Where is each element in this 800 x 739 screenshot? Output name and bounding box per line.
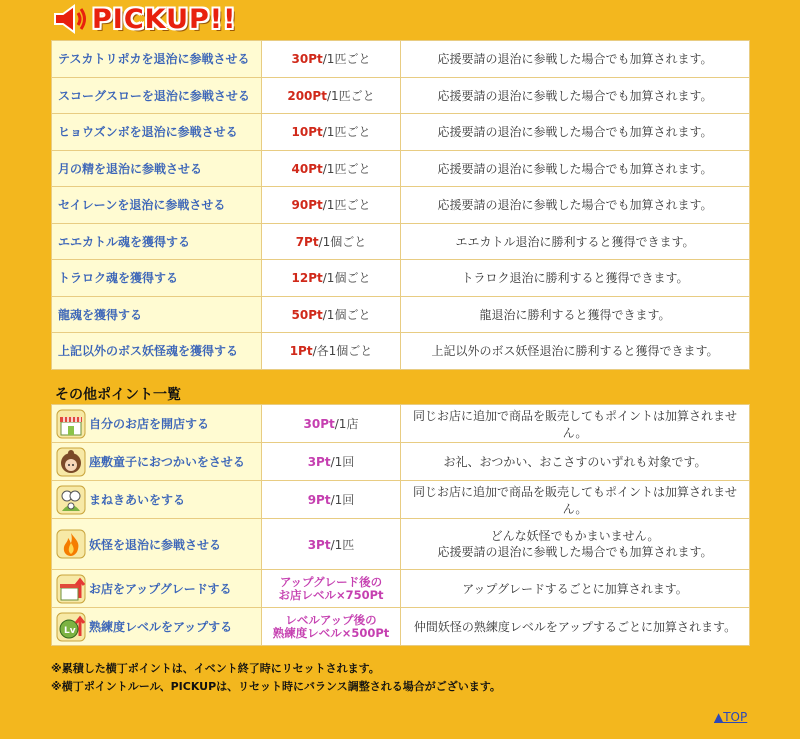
row-label: まねきあいをする [89, 493, 186, 507]
row-label: 自分のお店を開店する [89, 417, 210, 431]
points-unit: /1匹 [330, 537, 355, 552]
points-unit: /1個ごと [322, 307, 371, 322]
row-label: 妖怪を退治に参戦させる [89, 537, 222, 552]
points-value: 1Pt [289, 344, 313, 359]
table-row [52, 443, 750, 481]
row-label-cell [52, 608, 262, 646]
row-points [262, 77, 401, 114]
flame-icon [56, 529, 86, 559]
table-row [52, 570, 750, 608]
row-points [262, 41, 401, 78]
row-note: お礼、おつかい、おこさすのいずれも対象です。 [401, 443, 750, 481]
row-note: 応援要請の退治に参戦した場合でも加算されます。 [401, 41, 750, 78]
row-points [262, 260, 401, 297]
row-note: 応援要請の退治に参戦した場合でも加算されます。 [401, 150, 750, 187]
row-points [262, 187, 401, 224]
row-points [262, 296, 401, 333]
points-unit: /1個ごと [322, 271, 371, 286]
row-points [262, 443, 401, 481]
row-label: ヒョウズンボを退治に参戦させる [52, 114, 262, 151]
points-formula-line: レベルアップ後の [285, 612, 377, 627]
row-label: 熟練度レベルをアップする [89, 620, 233, 634]
points-formula-line: お店レベル×750Pt [278, 587, 384, 602]
other-points-heading: その他ポイント一覧 [55, 387, 181, 403]
row-label: トラロク魂を獲得する [52, 260, 262, 297]
table-row [52, 519, 750, 570]
points-unit: /1匹ごと [326, 88, 375, 103]
row-points [262, 150, 401, 187]
row-points [262, 608, 401, 646]
pickup-table [51, 40, 750, 370]
row-label-cell [52, 519, 262, 570]
points-value: 10Pt [291, 125, 323, 140]
row-note: 同じお店に追加で商品を販売してもポイントは加算されません。 [401, 405, 750, 443]
points-value: 7Pt [295, 234, 319, 249]
back-to-top-link[interactable]: ▲TOP [714, 710, 748, 724]
row-label: スコーグスローを退治に参戦させる [52, 77, 262, 114]
points-unit: /1匹ごと [322, 52, 371, 67]
table-row [52, 187, 750, 224]
megaphone-icon [52, 4, 88, 34]
points-value: 50Pt [291, 307, 323, 322]
points-value: 40Pt [291, 161, 323, 176]
row-label: お店をアップグレードする [89, 582, 232, 596]
points-value: 30Pt [291, 52, 323, 67]
points-value: 200Pt [287, 88, 327, 103]
row-note: トラロク退治に勝利すると獲得できます。 [401, 260, 750, 297]
note-line: どんな妖怪でもかまいません。 [490, 529, 660, 543]
points-value: 90Pt [291, 198, 323, 213]
row-note: 同じお店に追加で商品を販売してもポイントは加算されません。 [401, 481, 750, 519]
points-value: 3Pt [307, 455, 331, 469]
pickup-title: PICKUP!! [92, 3, 237, 35]
row-label: セイレーンを退治に参戦させる [52, 187, 262, 224]
points-value: 12Pt [291, 271, 323, 286]
points-unit: /1匹ごと [322, 161, 371, 176]
svg-text:Lv: Lv [64, 625, 76, 636]
row-points [262, 223, 401, 260]
row-points [262, 519, 401, 570]
row-label: 上記以外のボス妖怪魂を獲得する [52, 333, 262, 370]
row-note: 応援要請の退治に参戦した場合でも加算されます。 [401, 114, 750, 151]
table-row [52, 41, 750, 78]
row-label: エエカトル魂を獲得する [52, 223, 262, 260]
row-note: 応援要請の退治に参戦した場合でも加算されます。 [401, 187, 750, 224]
table-row [52, 223, 750, 260]
points-formula-line: 熟練度レベル×500Pt [272, 625, 390, 640]
row-note: 上記以外のボス妖怪退治に勝利すると獲得できます。 [401, 333, 750, 370]
skill-level-up-icon [56, 612, 86, 642]
row-note: 応援要請の退治に参戦した場合でも加算されます。 [401, 77, 750, 114]
row-label: 座敷童子におつかいをさせる [89, 455, 245, 469]
row-label-cell [52, 405, 262, 443]
row-label-cell [52, 570, 262, 608]
points-value: 9Pt [307, 493, 331, 507]
table-row [52, 481, 750, 519]
zashiki-doll-icon [56, 447, 86, 477]
row-points [262, 114, 401, 151]
table-row [52, 608, 750, 646]
row-note: エエカトル退治に勝利すると獲得できます。 [401, 223, 750, 260]
points-unit: /1個ごと [318, 234, 367, 249]
table-row [52, 260, 750, 297]
points-unit: /1匹ごと [322, 125, 371, 140]
row-points [262, 405, 401, 443]
row-note [401, 519, 750, 570]
footnote: ※累積した横丁ポイントは、イベント終了時にリセットされます。 [51, 662, 380, 675]
points-unit: /各1個ごと [312, 344, 373, 359]
points-unit: /1回 [330, 493, 355, 507]
table-row [52, 296, 750, 333]
points-unit: /1匹ごと [322, 198, 371, 213]
row-label: 龍魂を獲得する [52, 296, 262, 333]
row-points [262, 333, 401, 370]
maneki-cat-icon [56, 485, 86, 515]
row-label-cell [52, 481, 262, 519]
shop-upgrade-icon [56, 574, 86, 604]
table-row [52, 114, 750, 151]
footnote: ※横丁ポイントルール、PICKUPは、リセット時にバランス調整される場合がございます。 [51, 680, 501, 693]
pickup-header [52, 2, 236, 36]
footnotes [51, 660, 501, 696]
points-unit: /1回 [330, 455, 355, 469]
shop-icon [56, 409, 86, 439]
row-points [262, 481, 401, 519]
points-unit: /1店 [334, 417, 359, 431]
row-note: 龍退治に勝利すると獲得できます。 [401, 296, 750, 333]
row-points [262, 570, 401, 608]
row-label-cell [52, 443, 262, 481]
row-label: テスカトリポカを退治に参戦させる [52, 41, 262, 78]
row-note: アップグレードするごとに加算されます。 [401, 570, 750, 608]
points-formula-line: アップグレード後の [279, 574, 383, 589]
note-line: 応援要請の退治に参戦した場合でも加算されます。 [437, 545, 713, 559]
table-row [52, 77, 750, 114]
other-points-table [51, 404, 750, 646]
points-value: 30Pt [303, 417, 335, 431]
row-note: 仲間妖怪の熟練度レベルをアップするごとに加算されます。 [401, 608, 750, 646]
table-row [52, 405, 750, 443]
row-label: 月の精を退治に参戦させる [52, 150, 262, 187]
table-row [52, 333, 750, 370]
points-value: 3Pt [307, 537, 331, 552]
table-row [52, 150, 750, 187]
